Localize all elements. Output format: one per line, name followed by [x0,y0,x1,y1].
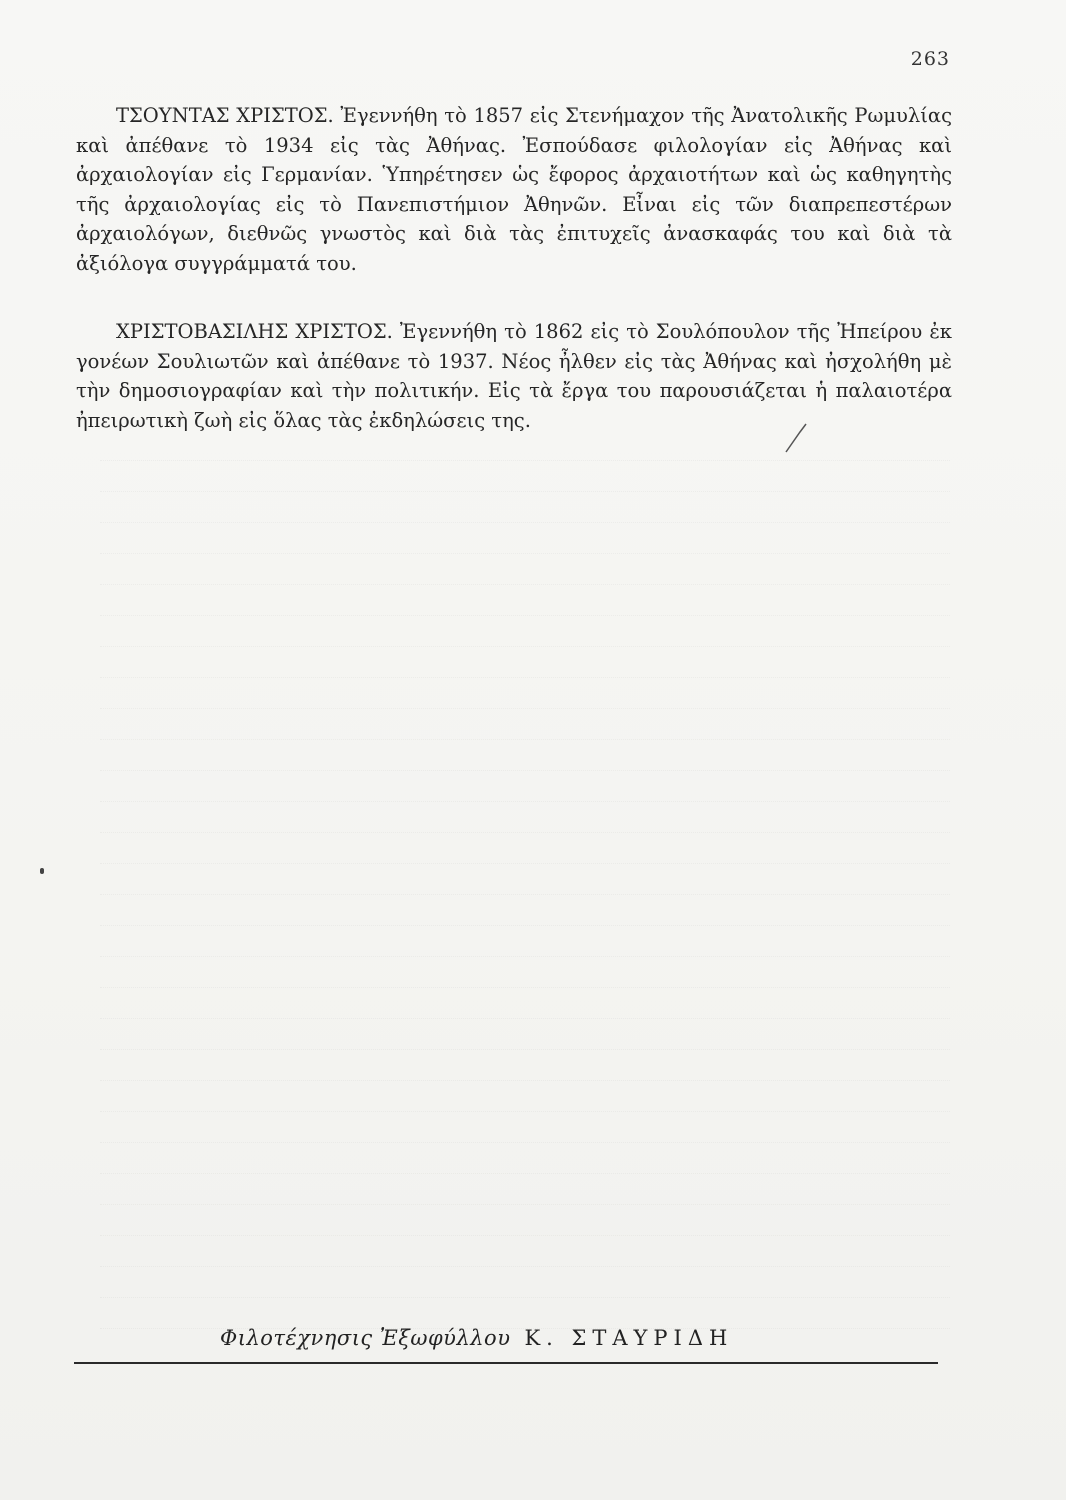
page-number: 263 [910,48,950,70]
credit-label: Φιλοτέχνησις Ἐξωφύλλου [220,1326,511,1350]
show-through-background [100,430,950,1329]
stray-ink-dot [40,868,44,874]
biography-text: ΤΣΟΥΝΤΑΣ ΧΡΙΣΤΟΣ. Ἐγεννήθη τὸ 1857 εἰς Στενήμαχον τῆς Ἀνατολικῆς Ρωμυλίας καὶ ἀπέθανε τὸ 1934 εἰς τὰς Ἀθήνας. Ἐσπούδασε φιλολογίαν εἰς Ἀθήνας καὶ ἀρχαιολογίαν εἰς Γερμανίαν. Ὑπηρέτησεν ὡς ἔφορος ἀρχαιοτήτων καὶ ὡς καθηγητὴς τῆς ἀρχαιολογίας εἰς τὸ Πανεπιστήμιον Ἀθηνῶν. Εἶναι εἰς τῶν διαπρεπεστέρων ἀρχαιολόγων, διεθνῶς γνωστὸς καὶ διὰ τὰς ἐπιτυχεῖς ἀνασκαφάς του καὶ διὰ τὰ ἀξιόλογα συγγράμματά του. [76,104,952,275]
biography-entry-christovasilis [76,317,952,435]
cover-credit [220,1326,920,1350]
biography-text: ΧΡΙΣΤΟΒΑΣΙΛΗΣ ΧΡΙΣΤΟΣ. Ἐγεννήθη τὸ 1862 εἰς τὸ Σουλόπουλον τῆς Ἠπείρου ἐκ γονέων Σουλιωτῶν καὶ ἀπέθανε τὸ 1937. Νέος ἦλθεν εἰς τὰς Ἀθήνας καὶ ἠσχολήθη μὲ τὴν δημοσιογραφίαν καὶ τὴν πολιτικήν. Εἰς τὰ ἔργα του παρουσιάζεται ἡ παλαιοτέρα ἠπειρωτικὴ ζωὴ εἰς ὅλας τὰς ἐκδηλώσεις της. [76,320,952,432]
horizontal-rule [74,1362,938,1364]
credit-name: Κ. ΣΤΑΥΡΙΔΗ [524,1326,734,1350]
biography-entry-tsountas [76,101,952,278]
pen-mark-icon [780,418,820,458]
